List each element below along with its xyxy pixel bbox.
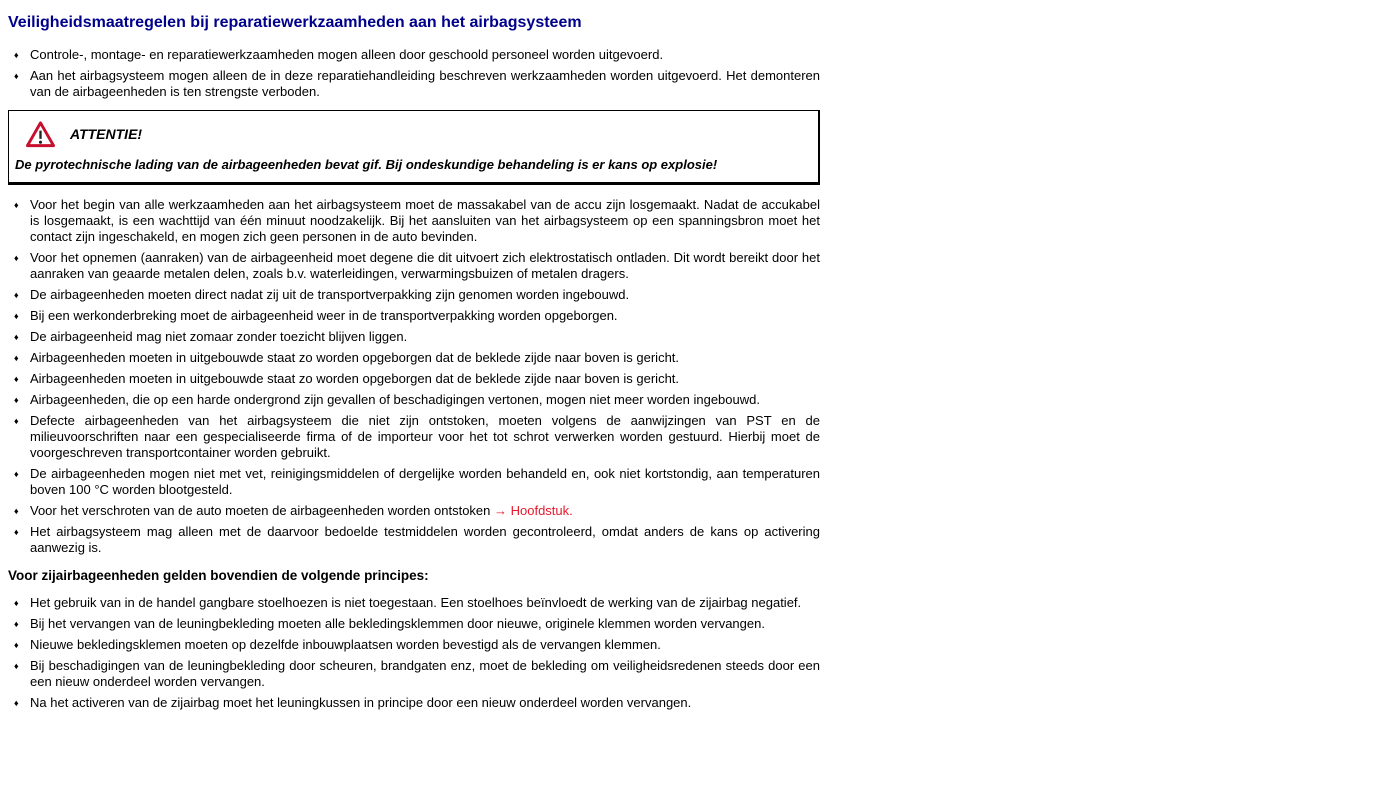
list-item-text: De airbageenheden mogen niet met vet, reinigingsmiddelen of dergelijke worden behandeld en, ook niet kortstondig, aan temperaturen boven 100 °C worden blootgesteld. — [30, 466, 820, 497]
list-item-text: Nieuwe bekledingsklemen moeten op dezelfde inbouwplaatsen worden bevestigd als de vervangen klemmen. — [30, 637, 661, 652]
list-item — [8, 350, 820, 366]
warning-header — [25, 118, 810, 150]
page-title: Veiligheidsmaatregelen bij reparatiewerkzaamheden aan het airbagsysteem — [8, 14, 582, 31]
list-item-text: Voor het opnemen (aanraken) van de airbageenheid moet degene die dit uitvoert zich elektrostatisch ontladen. Dit wordt bereikt door het aanraken van geaarde metalen delen, zoals b.v. waterleidingen, verwarmingsbuizen of metalen dragers. — [30, 250, 820, 281]
list-item — [8, 466, 820, 498]
diamond-bullet-icon: ♦ — [14, 290, 19, 300]
list-item — [8, 47, 820, 63]
diamond-bullet-icon: ♦ — [14, 353, 19, 363]
diamond-bullet-icon: ♦ — [14, 698, 19, 708]
list-item-text: Het gebruik van in de handel gangbare stoelhoezen is niet toegestaan. Een stoelhoes beïnvloedt de werking van de zijairbag negatief. — [30, 595, 802, 610]
list-item — [8, 68, 820, 100]
diamond-bullet-icon: ♦ — [14, 619, 19, 629]
list-item — [8, 695, 820, 711]
list-item — [8, 197, 820, 245]
list-item-text: Defecte airbageenheden van het airbagsysteem die niet zijn ontstoken, moeten volgens de aanwijzingen van PST en de milieuvoorschriften naar een gespecialiseerde firma of de importeur voor het tot schrot verwerken worden gestuurd. Hierbij moet de voorgeschreven transportcontainer worden gebruikt. — [30, 413, 820, 460]
list-item — [8, 250, 820, 282]
diamond-bullet-icon: ♦ — [14, 598, 19, 608]
list-item-text: Bij beschadigingen van de leuningbekleding door scheuren, brandgaten enz, moet de bekleding om veiligheidsredenen steeds door een een nieuw onderdeel worden vervangen. — [30, 658, 820, 689]
diamond-bullet-icon: ♦ — [14, 253, 19, 263]
diamond-bullet-icon: ♦ — [14, 661, 19, 671]
intro-bullet-list — [8, 47, 820, 100]
list-item-text: Controle-, montage- en reparatiewerkzaamheden mogen alleen door geschoold personeel worden uitgevoerd. — [30, 47, 664, 62]
list-item-text: Bij het vervangen van de leuningbekleding moeten alle bekledingsklemmen door nieuwe, originele klemmen worden vervangen. — [30, 616, 765, 631]
side-bullet-list — [8, 595, 820, 711]
list-item — [8, 595, 820, 611]
list-item — [8, 637, 820, 653]
list-item-text: Bij een werkonderbreking moet de airbageenheid weer in de transportverpakking worden opgeborgen. — [30, 308, 618, 323]
hoofdstuk-link[interactable]: → Hoofdstuk. — [494, 503, 573, 518]
list-item-text: Airbageenheden moeten in uitgebouwde staat zo worden opgeborgen dat de beklede zijde naar boven is gericht. — [30, 371, 680, 386]
list-item-text: Airbageenheden, die op een harde ondergrond zijn gevallen of beschadigingen vertonen, mogen niet meer worden ingebouwd. — [30, 392, 760, 407]
warning-label: ATTENTIE! — [70, 126, 143, 142]
list-item — [8, 524, 820, 556]
list-item-text: Airbageenheden moeten in uitgebouwde staat zo worden opgeborgen dat de beklede zijde naar boven is gericht. — [30, 350, 680, 365]
list-item — [8, 329, 820, 345]
diamond-bullet-icon: ♦ — [14, 332, 19, 342]
side-airbag-subheading: Voor zijairbageenheden gelden bovendien de volgende principes: — [8, 568, 429, 583]
diamond-bullet-icon: ♦ — [14, 469, 19, 479]
diamond-bullet-icon: ♦ — [14, 640, 19, 650]
list-item-text: De airbageenheid mag niet zomaar zonder toezicht blijven liggen. — [30, 329, 408, 344]
warning-text: De pyrotechnische lading van de airbageenheden bevat gif. Bij ondeskundige behandeling is er kans op explosie! — [15, 157, 718, 172]
list-item-text: De airbageenheden moeten direct nadat zij uit de transportverpakking zijn genomen worden ingebouwd. — [30, 287, 630, 302]
list-item-text: Voor het verschroten van de auto moeten de airbageenheden worden ontstoken — [30, 503, 494, 518]
list-item-text: Aan het airbagsysteem mogen alleen de in deze reparatiehandleiding beschreven werkzaamheden worden uitgevoerd. Het demonteren van de airbageenheden is ten strengste verboden. — [30, 68, 820, 99]
list-item — [8, 616, 820, 632]
list-item — [8, 413, 820, 461]
diamond-bullet-icon: ♦ — [14, 50, 19, 60]
diamond-bullet-icon: ♦ — [14, 527, 19, 537]
diamond-bullet-icon: ♦ — [14, 71, 19, 81]
main-bullet-list — [8, 197, 820, 556]
diamond-bullet-icon: ♦ — [14, 311, 19, 321]
diamond-bullet-icon: ♦ — [14, 374, 19, 384]
diamond-bullet-icon: ♦ — [14, 506, 19, 516]
list-item — [8, 371, 820, 387]
diamond-bullet-icon: ♦ — [14, 416, 19, 426]
list-item — [8, 392, 820, 408]
diamond-bullet-icon: ♦ — [14, 395, 19, 405]
list-item — [8, 308, 820, 324]
list-item-text: Het airbagsysteem mag alleen met de daarvoor bedoelde testmiddelen worden gecontroleerd, omdat anders de kans op activering aanwezig is. — [30, 524, 820, 555]
list-item-text: Na het activeren van de zijairbag moet het leuningkussen in principe door een nieuw onderdeel worden vervangen. — [30, 695, 692, 710]
list-item — [8, 287, 820, 303]
list-item — [8, 503, 820, 519]
warning-triangle-icon — [25, 120, 56, 149]
warning-box — [8, 110, 820, 185]
list-item — [8, 658, 820, 690]
list-item-text: Voor het begin van alle werkzaamheden aan het airbagsysteem moet de massakabel van de accu zijn losgemaakt. Nadat de accukabel is losgemaakt, is een wachttijd van één minuut noodzakelijk. Bij het aansluiten van het airbagsysteem op een spanningsbron moet het contact zijn ingeschakeld, en mogen zich geen personen in de auto bevinden. — [30, 197, 820, 244]
diamond-bullet-icon: ♦ — [14, 200, 19, 210]
